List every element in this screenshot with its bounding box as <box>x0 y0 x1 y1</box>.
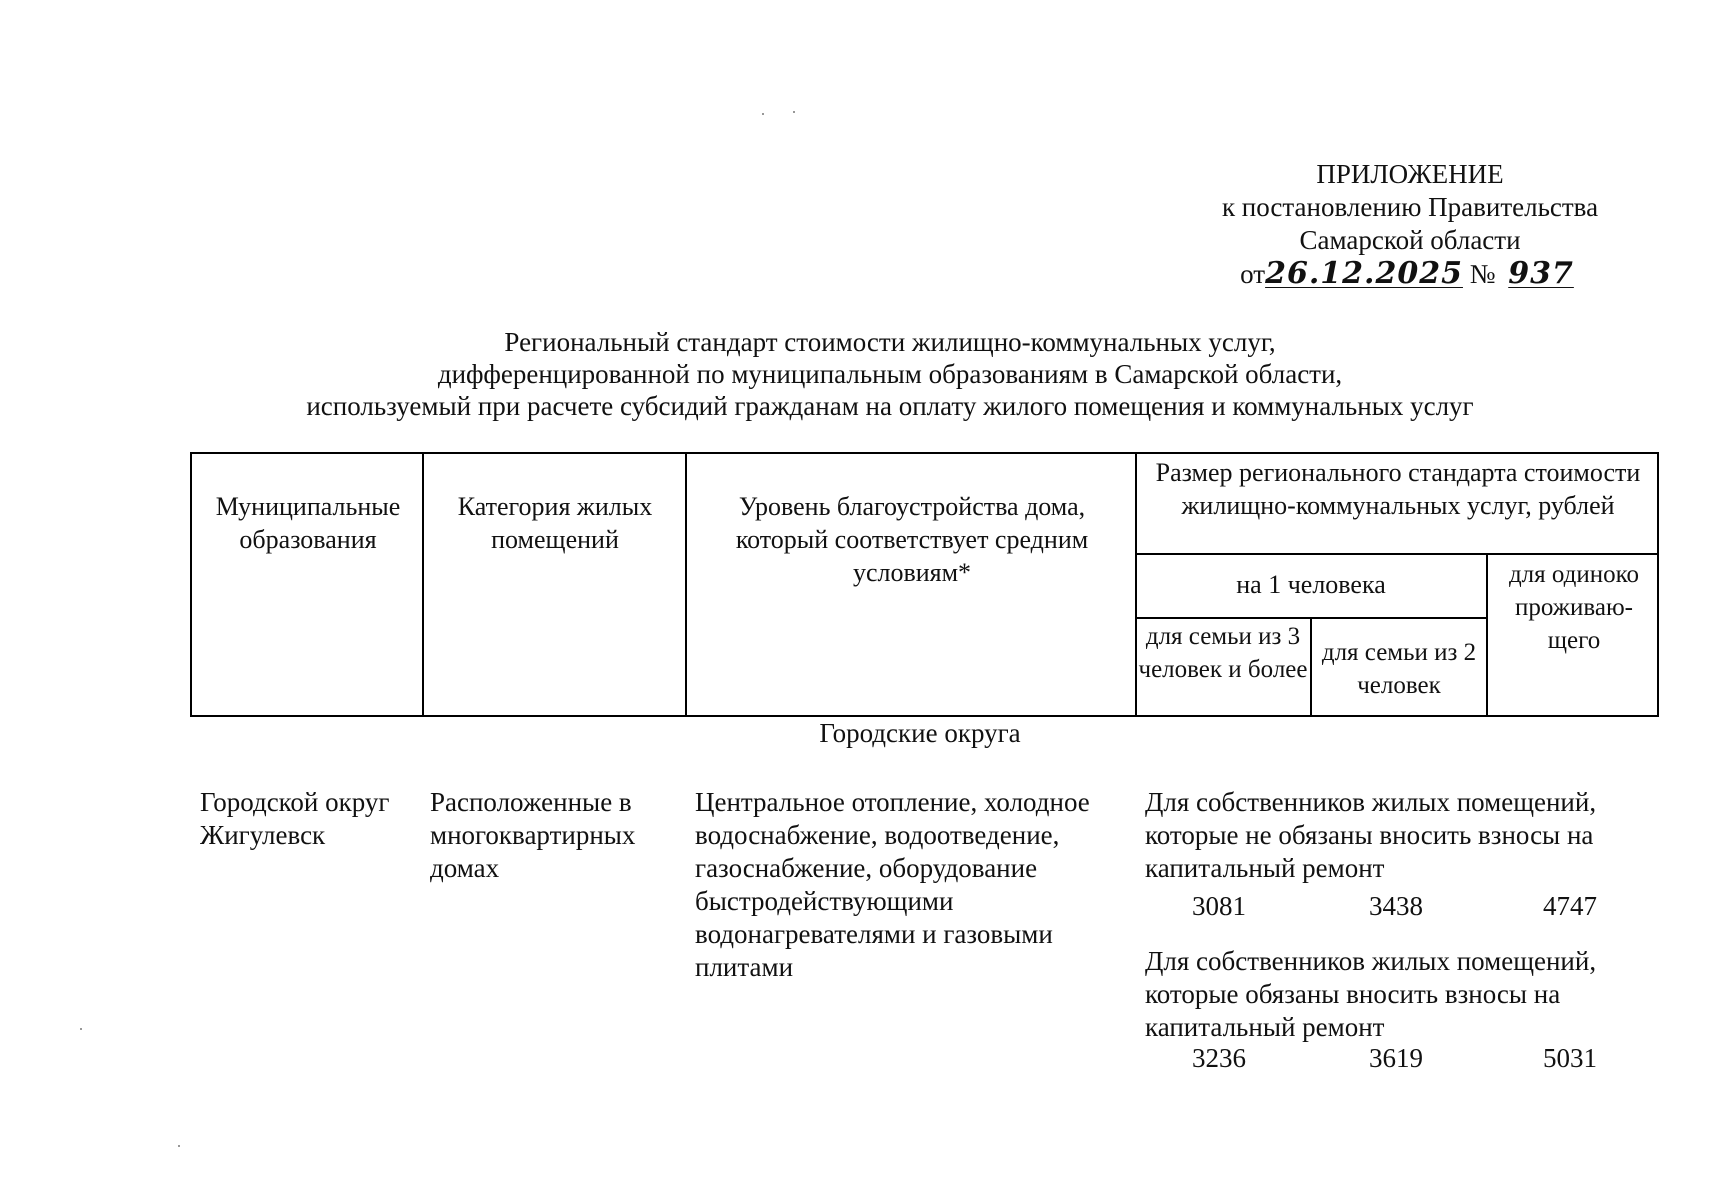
appendix-date-line <box>1195 257 1625 291</box>
header-amenity-level: Уровень благоустройства дома, который соответствует средним условиям* <box>735 492 1089 587</box>
header-housing-category: Категория жилых помещений <box>457 492 653 554</box>
scan-speck <box>762 113 764 115</box>
value-family2-capital-repair: 3619 <box>1369 1043 1423 1073</box>
date-prefix: от <box>1240 259 1266 289</box>
row-amenities: Центральное отопление, холодное водоснабжение, водоотведение, газоснабжение, оборудование быстродействующими водонагревателями и газовыми плитами <box>695 787 1090 982</box>
section-title: Городские округа <box>819 718 1021 748</box>
table-divider <box>685 454 687 715</box>
value-single-no-capital-repair: 4747 <box>1543 891 1597 921</box>
title-line-2: дифференцированной по муниципальным образованиям в Самарской области, <box>437 359 1343 389</box>
group-label-capital-repair: Для собственников жилых помещений, которые обязаны вносить взносы на капитальный ремонт <box>1145 946 1597 1042</box>
appendix-header <box>1195 158 1625 291</box>
header-per-person: на 1 человека <box>1236 570 1386 599</box>
table-divider <box>1486 553 1488 715</box>
document-title <box>250 326 1530 422</box>
row-housing-category: Расположенные в многоквартирных домах <box>430 787 636 883</box>
standard-table-header <box>190 452 1659 717</box>
title-line-1: Региональный стандарт стоимости жилищно-коммунальных услуг, <box>504 327 1276 357</box>
scan-speck <box>793 111 795 113</box>
header-single-resident: для одиноко проживаю-щего <box>1508 561 1640 654</box>
value-family3-capital-repair: 3236 <box>1192 1043 1246 1073</box>
table-divider <box>422 454 424 715</box>
resolution-date: 26.12.2025 <box>1265 256 1463 291</box>
header-standard-size: Размер регионального стандарта стоимости жилищно-коммунальных услуг, рублей <box>1155 458 1641 520</box>
scan-speck <box>178 1145 180 1147</box>
appendix-title: ПРИЛОЖЕНИЕ <box>1316 159 1504 189</box>
resolution-number: 937 <box>1508 256 1574 291</box>
table-divider <box>1135 454 1137 715</box>
header-family-2: для семьи из 2 человек <box>1321 639 1477 699</box>
value-family3-no-capital-repair: 3081 <box>1192 891 1246 921</box>
appendix-line-2: Самарской области <box>1299 225 1521 255</box>
value-single-capital-repair: 5031 <box>1543 1043 1597 1073</box>
group-label-no-capital-repair: Для собственников жилых помещений, которые не обязаны вносить взносы на капитальный ремонт <box>1145 787 1597 883</box>
header-municipalities: Муниципальные образования <box>215 492 401 554</box>
title-line-3: используемый при расчете субсидий гражданам на оплату жилого помещения и коммунальных услуг <box>306 391 1474 421</box>
appendix-line-1: к постановлению Правительства <box>1221 192 1599 222</box>
table-divider <box>1310 617 1312 715</box>
value-family2-no-capital-repair: 3438 <box>1369 891 1423 921</box>
scan-speck <box>80 1028 82 1030</box>
header-family-3: для семьи из 3 человек и более <box>1138 623 1308 683</box>
table-divider <box>1135 553 1657 555</box>
row-municipality: Городской округ Жигулевск <box>200 787 390 850</box>
number-prefix: № <box>1469 259 1496 289</box>
